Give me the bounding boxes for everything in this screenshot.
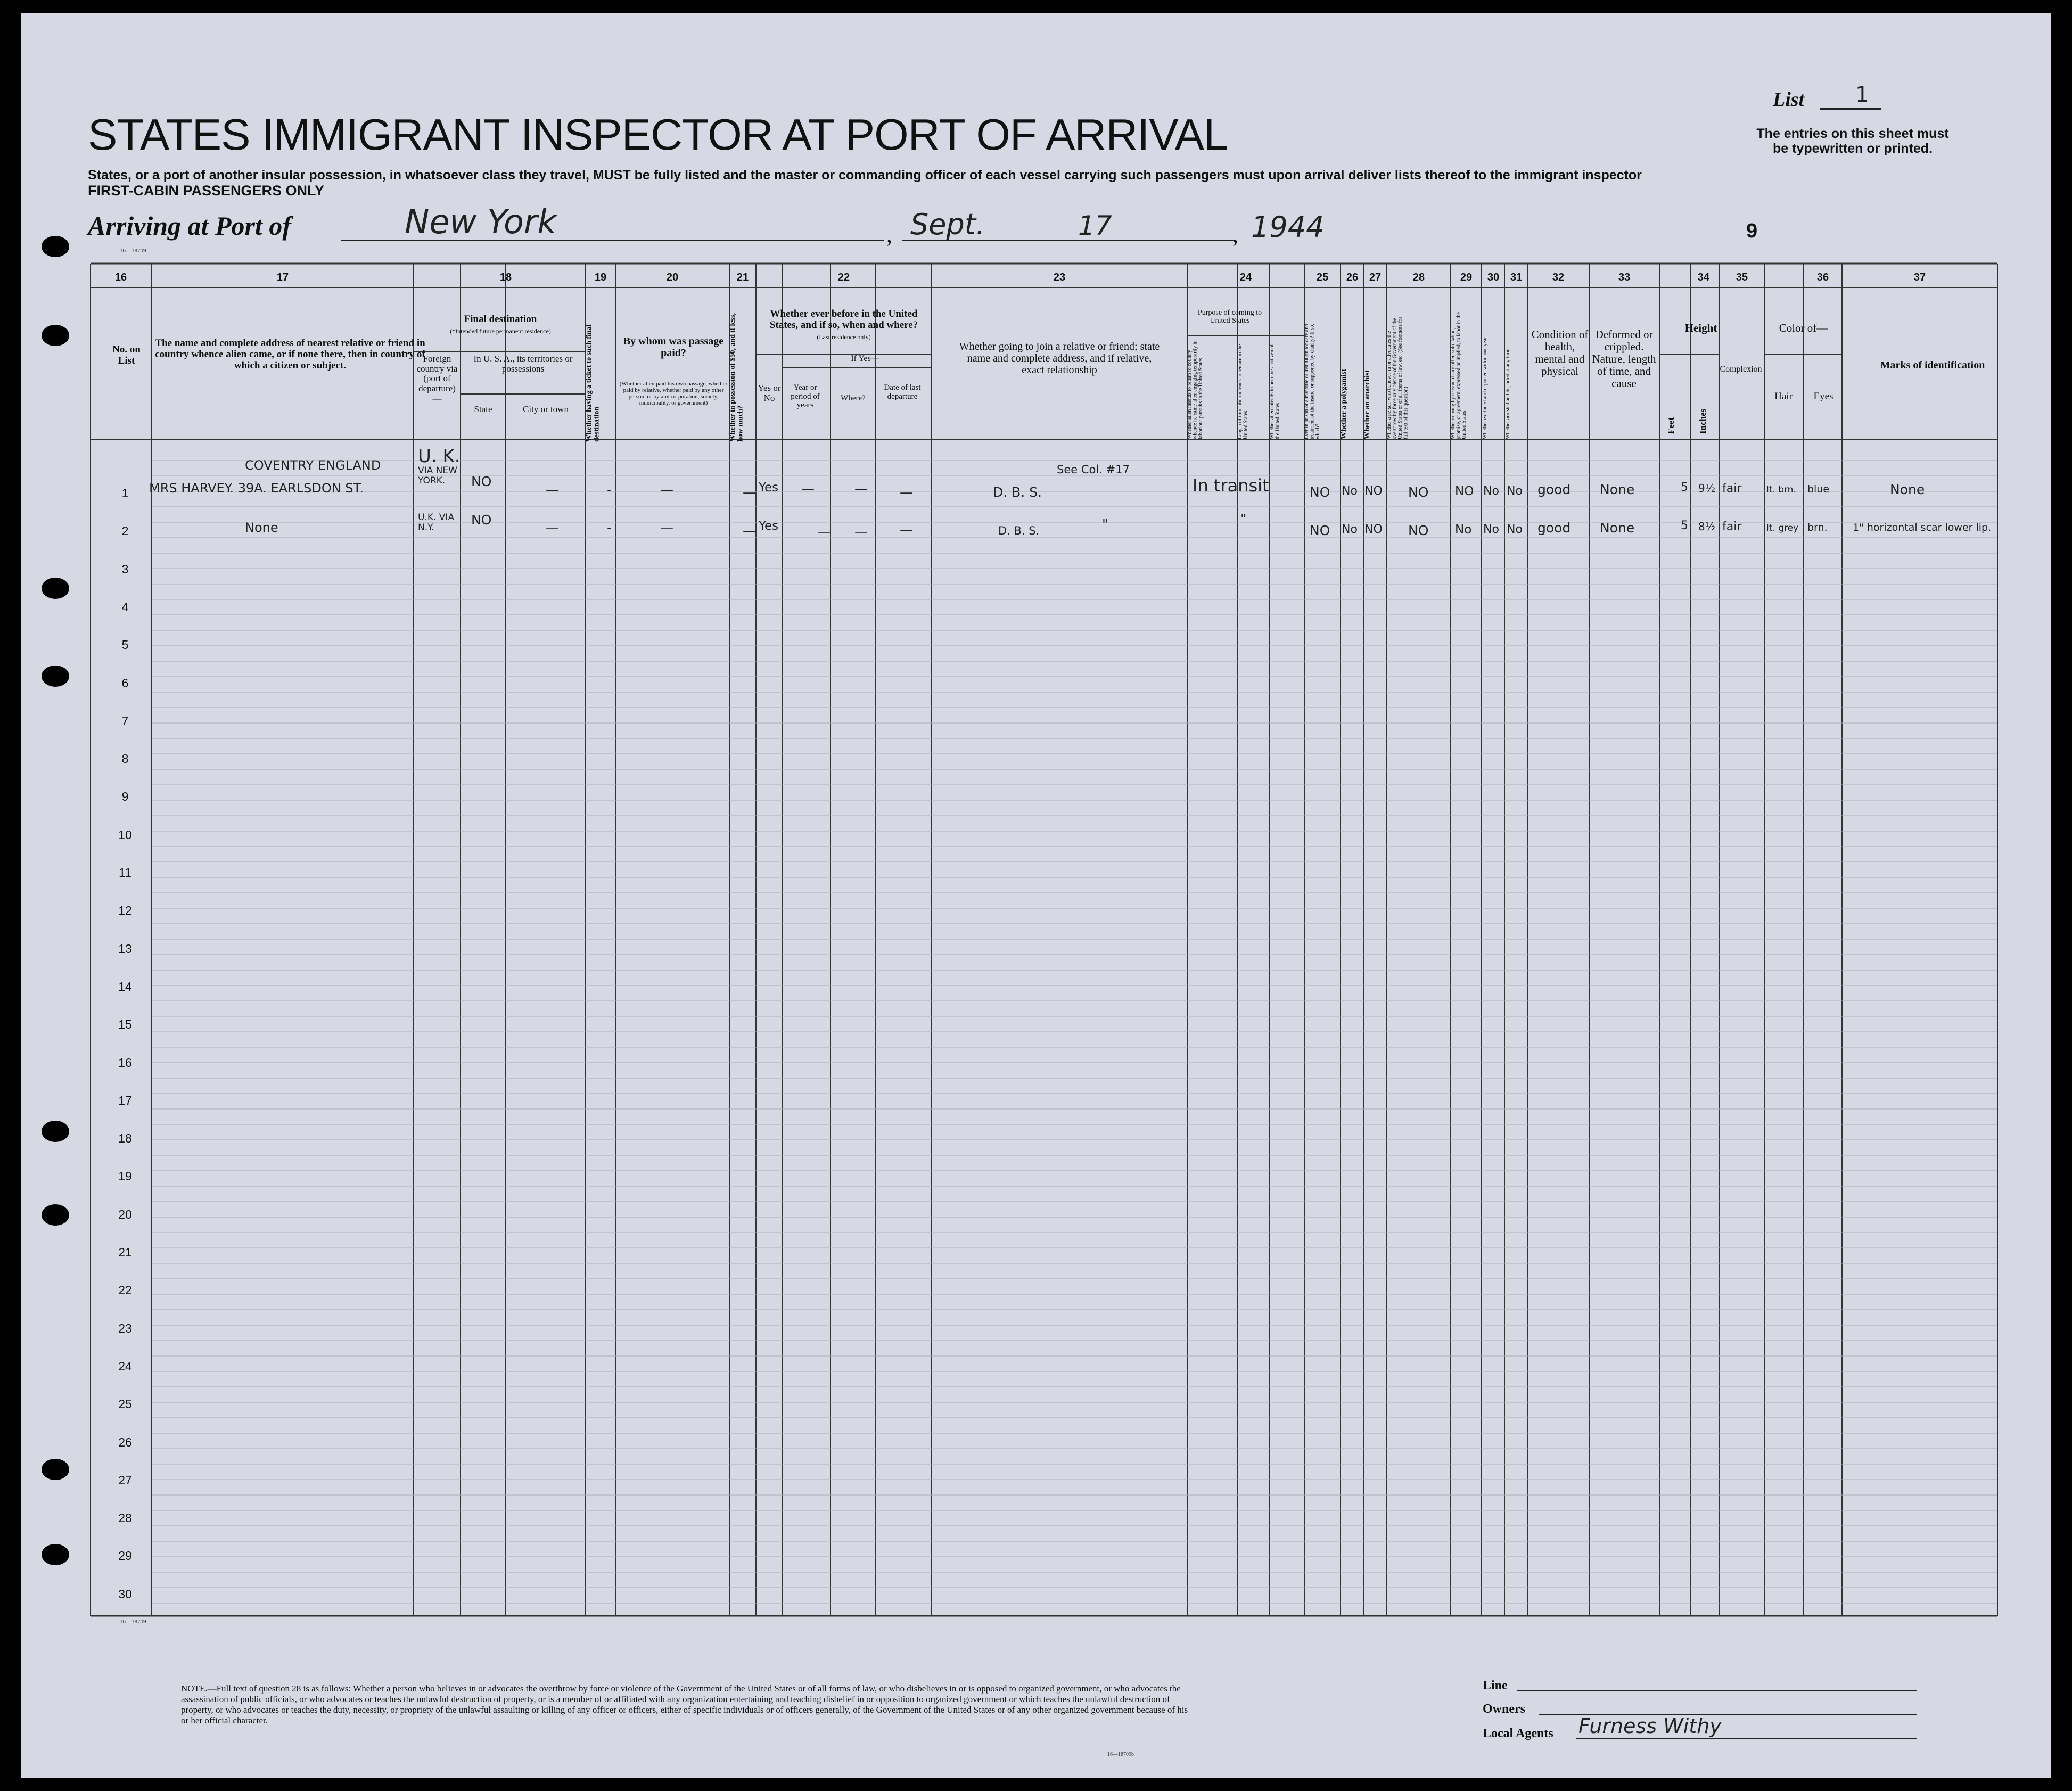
entry-1-date-last: —: [900, 484, 913, 500]
entry-1-eyes: blue: [1807, 483, 1830, 495]
entry-1-marks: None: [1890, 482, 1925, 497]
entry-2-complexion: fair: [1722, 520, 1742, 533]
row-number: 29: [118, 1549, 132, 1563]
entry-2-year-period: —: [817, 524, 831, 540]
entry-1-condition: good: [1537, 482, 1571, 497]
row-number: 8: [121, 752, 129, 766]
owners-label: Owners: [1483, 1702, 1525, 1716]
entry-1-purpose: In transit: [1193, 475, 1269, 496]
header-color-of: Color of—: [1779, 322, 1828, 334]
column-number: 18: [499, 272, 512, 283]
header-complexion: Complexion: [1720, 365, 1762, 374]
row-number: 1: [121, 486, 129, 500]
row-number: 22: [118, 1283, 132, 1297]
row-number: 12: [118, 903, 132, 918]
header-city: City or town: [523, 404, 569, 414]
entry-2-col28: NO: [1408, 523, 1429, 538]
entry-1-address-line1: COVENTRY ENGLAND: [245, 458, 381, 473]
header-col30: Whether excluded and deported within one year: [1482, 336, 1488, 439]
row-number: 3: [121, 562, 129, 576]
row-number: 25: [118, 1397, 132, 1411]
agents-rule: [1576, 1738, 1917, 1739]
header-ticket: Whether having a ticket to such final destination: [585, 324, 601, 442]
entry-2-date-last: —: [900, 522, 913, 537]
column-number: 30: [1487, 272, 1500, 283]
header-in-usa: In U. S. A., its territories or possessions: [473, 354, 573, 374]
line-rule: [1517, 1690, 1917, 1691]
entry-2-foreign-via: U.K. VIA N.Y.: [418, 512, 455, 533]
arriving-label: Arriving at Port of: [88, 211, 291, 241]
row-number: 26: [118, 1435, 132, 1449]
header-marks: Marks of identification: [1880, 359, 1985, 371]
entry-2-ticket: -: [607, 520, 612, 536]
header-inches: Inches: [1698, 408, 1708, 434]
agents-value: Furness Withy: [1578, 1714, 1722, 1738]
header-passage-paid-note: (Whether alien paid his own passage, whether paid by relative, whether paid by any other person, or by any corporation, society, municipality, or government): [619, 381, 728, 407]
column-number: 28: [1412, 272, 1425, 283]
row-number: 4: [121, 599, 129, 614]
header-if-yes: If Yes—: [851, 354, 879, 363]
typewritten-note: The entries on this sheet must be typewritten or printed.: [1756, 126, 1949, 156]
header-possession: Whether in possession of $50, and if less, how much?: [729, 313, 745, 442]
entry-2-condition: good: [1537, 520, 1571, 536]
entry-1-feet: 5: [1681, 481, 1688, 494]
column-number: 22: [837, 272, 850, 283]
agents-label: Local Agents: [1483, 1727, 1553, 1740]
row-number: 15: [118, 1017, 132, 1032]
column-number: 20: [666, 272, 679, 283]
entry-2-col27: NO: [1364, 523, 1383, 536]
column-number: 26: [1346, 272, 1359, 283]
entry-1-year-period: —: [801, 481, 815, 496]
entry-1-col29: NO: [1455, 484, 1474, 498]
column-number: 31: [1510, 272, 1523, 283]
entry-2-marks: 1" horizontal scar lower lip.: [1853, 522, 1992, 533]
entry-1-col27: NO: [1364, 484, 1383, 498]
entry-2-purpose: ": [1240, 511, 1247, 527]
entry-2-city: —: [546, 520, 559, 536]
entry-1-col28: NO: [1408, 484, 1429, 500]
row-number: 14: [118, 979, 132, 993]
entry-2-ever-before: Yes: [759, 519, 779, 533]
row-number: 19: [118, 1169, 132, 1184]
entry-1-col26: No: [1342, 484, 1358, 498]
header-col27: Whether an anarchist: [1363, 369, 1371, 439]
column-number: 29: [1460, 272, 1473, 283]
row-number: 5: [121, 638, 129, 652]
column-number: 36: [1816, 272, 1829, 283]
header-year-period: Year or period of years: [791, 383, 820, 409]
header-col25: Ever in prison or almshouse or institution for care and treatment of the insane, or supported by charity? If so, which?: [1304, 324, 1321, 439]
date-day: 17: [1078, 210, 1112, 241]
column-number: 32: [1552, 272, 1565, 283]
entry-2-possession: —: [743, 523, 756, 538]
sheet-number: 9: [1746, 220, 1758, 242]
header-height: Height: [1684, 322, 1717, 334]
entry-1-join-relative: D. B. S.: [993, 484, 1042, 500]
entry-1-col31: No: [1507, 484, 1523, 498]
header-purpose-c: Whether alien intends to become a citizen of the United States: [1269, 344, 1281, 439]
list-number: 1: [1855, 83, 1869, 107]
header-where: Where?: [841, 394, 866, 402]
row-number: 16: [118, 1055, 132, 1070]
form-code-bottom: 16—18709: [120, 1619, 146, 1625]
footnote: NOTE.—Full text of question 28 is as follows: Whether a person who believes in or advocates the overthrow by force or violence of the Government of the United States or of all forms of law, or who disbelieves in or is opposed to organized government, or who advocates the assassination of public officials, or who advocates or teaches the unlawful destruction of property, or is a member of or affiliated with any organization entertaining and teaching disbelief in or opposition to organized government or which teaches the unlawful destruction of property, or who advocates or teaches the duty, necessity, or propriety of the unlawful assaulting or killing of any officer or officers, either of specific individuals or of officers generally, of the Government of the United States or of any other organized government because of his or her official character.: [181, 1683, 1188, 1726]
entry-1-see-col: See Col. #17: [1057, 463, 1130, 476]
entry-1-complexion: fair: [1722, 482, 1742, 495]
entry-1-relative: MRS HARVEY. 39A. EARLSDON ST.: [149, 481, 364, 496]
list-label: List: [1773, 88, 1805, 111]
column-number: 17: [276, 272, 289, 283]
entry-2-deformed: None: [1600, 520, 1635, 536]
header-condition: Condition of health, mental and physical: [1531, 328, 1589, 378]
entry-2-col30: No: [1483, 523, 1499, 536]
header-join-relative: Whether going to join a relative or friend; state name and complete address, and if relative, exact relationship: [959, 341, 1160, 376]
form-code-note: 16—18709b: [1107, 1752, 1134, 1757]
entry-2-feet: 5: [1681, 519, 1688, 532]
header-state: State: [474, 404, 492, 414]
row-number: 6: [121, 676, 129, 690]
entry-1-where: —: [854, 481, 868, 496]
header-ever-before: Whether ever before in the United States, and if so, when and where? (Last residence only): [769, 308, 918, 341]
row-number: 30: [118, 1587, 132, 1601]
entry-2-col29: No: [1455, 523, 1472, 537]
entry-1-possession: —: [743, 484, 756, 500]
entry-1-col30: No: [1483, 484, 1499, 498]
header-col31: Whether arrested and deported at any time: [1505, 349, 1511, 439]
entry-1-ticket: -: [607, 482, 612, 497]
header-yes-no: Yes or No: [758, 383, 781, 403]
column-number: 24: [1239, 272, 1252, 283]
row-number: 10: [118, 827, 132, 842]
entry-2-passage: —: [660, 520, 673, 536]
header-purpose: Purpose of coming to United States: [1197, 309, 1262, 325]
entry-2-hair: lt. grey: [1766, 523, 1799, 533]
header-col26: Whether a polygamist: [1340, 369, 1348, 439]
entry-1-foreign-country: U. K.: [418, 446, 461, 467]
entry-1-col25: NO: [1310, 484, 1330, 500]
header-col29: Whether coming by reason of any offer, solicitation, promise, or agreement, expressed or implied, to labor in the United States: [1450, 312, 1467, 439]
header-no-on-list: No. on List: [112, 344, 141, 366]
row-number: 23: [118, 1321, 132, 1335]
row-number: 2: [121, 524, 129, 538]
row-number: 20: [118, 1207, 132, 1221]
entry-1-ever-before: Yes: [759, 481, 779, 495]
port-value: New York: [405, 202, 557, 241]
row-number: 18: [118, 1131, 132, 1146]
column-number: 23: [1053, 272, 1066, 283]
column-number: 25: [1316, 272, 1329, 283]
header-instruction: States, or a port of another insular possession, in whatsoever class they travel, MUST be fully listed and the master or commanding officer of each vessel carrying such passengers must upon arrival deliver lists thereof to the immigrant inspector: [88, 168, 1642, 183]
entry-1-passage: —: [660, 482, 673, 497]
entry-2-relative: None: [245, 520, 278, 535]
manifest-sheet: STATES IMMIGRANT INSPECTOR AT PORT OF ARRIVAL States, or a port of another insular possession, in whatsoever class they travel, MUST be fully listed and the master or commanding officer of each vessel carrying such passengers must upon arrival deliver lists thereof to the immigrant inspector FIRST-CABIN PASSENGERS ONLY List 1 The entries on this sheet must be typewritten or printed. Arriving at Port of New York , Sept. 17 , 1944 9 16—18709 16 17 18 19 20 21 22 23 24 25 26 27 28 29 30 31 32 33 34 35 36 37 No. on List The name and complete address of nearest relative or friend in country whence alien came, or if none there, then in country of which a citizen or subject. Final destination (*Intended future permanent residence) Foreign country via (port of departure)— In U. S. A., its territories or possessions State City or town Whether having a ticket to such final destination By whom was passage paid? (Whether alien paid his own passage, whether paid by relative, whether paid by any other person, or by any corporation, society, municipality, or government) Whether in possession of $50, and if less, how much? Whether ever before in the United States, and if so, when and where? (Last residence only) Yes or No If Yes— Year or period of years Where? Date of last departure Whether going to join a relative or friend; state name and complete address, and if relative, exact relationship Purpose of coming to United States Whether alien intends to return to country whence he came after engaging temporarily in laborious pursuits in the United States Length of time alien intends to remain in the United States Whether alien intends to become a citizen of the United States Ever in prison or almshouse or institution for care and treatment of the insane, or supported by charity? If so, which? Whether a polygamist Whether an anarchist Whether a person who believes in or advocates the overthrow by force or violence of the Government of the United States or of all forms of law, etc. (See footnote for full text of this question) Whether coming by reason of any offer, solicitation, promise, or agreement, expressed or implied, to labor in the United States Whether excluded and deported within one year Whether arrested and deported at any time Condition of health, mental and physical Deformed or crippled. Nature, length of time, and cause Height Feet Inches Complexion Color of— Hair Eyes Marks of identification 1 2 3 4 5 6 7 8 9 10 11 12 13 14 15 16 17 18 19 20 21 22 23 24 25 26 27 28 29 30 COVENTRY ENGLAND MRS HARVEY. 39A. EARLSDON ST. None U. K. VIA NEW YORK. U.K. VIA N.Y. NO NO — — - - — — — — Yes Yes — — — — — — See Col. #17 D. B. S. D. B. S. " In transit " NO NO No No NO NO NO NO NO No No No No No good good None None 5 5 9½ 8½ fair fair lt. brn. lt. grey blue brn. None 1" horizontal scar lower lip. 16—18709 NOTE.—Full text of question 28 is as follows: Whether a person who believes in or advocates the overthrow by force or violence of the Government of the United States or of all forms of law, or who disbelieves in or is opposed to organized government, or who advocates the assassination of public officials, or who advocates or teaches the unlawful destruction of property, or is a member of or affiliated with any organization entertaining and teaching disbelief in or opposition to organized government or which teaches the unlawful destruction of property, or who advocates or teaches the duty, necessity, or propriety of the unlawful assaulting or killing of any officer or officers, either of specific individuals or of officers generally, of the Government of the United States or of any other organized government because of his or her official character. 16—18709b Line Owners Local Agents Furness Withy: [21, 13, 2051, 1778]
column-number: 37: [1913, 272, 1926, 283]
row-number: 11: [119, 866, 131, 880]
header-col28: Whether a person who believes in or advocates the overthrow by force or violence of the Government of the United States or of all forms of law, etc. (See footnote for full text of this question): [1386, 316, 1409, 439]
header-nearest-relative: The name and complete address of nearest relative or friend in country whence alien came, or if none there, then in country of which a citizen or subject.: [155, 338, 425, 371]
entry-2-where: —: [854, 524, 868, 540]
row-number: 21: [118, 1245, 132, 1259]
header-purpose-b: Length of time alien intends to remain in the United States: [1237, 344, 1249, 439]
row-number: 24: [118, 1359, 132, 1373]
entry-2-col26: No: [1342, 523, 1358, 536]
entry-2-state: NO: [471, 512, 492, 528]
entry-1-state: NO: [471, 474, 492, 489]
header-deformed: Deformed or crippled. Nature, length of time, and cause: [1592, 328, 1656, 390]
entry-1-city: —: [546, 482, 559, 497]
row-number: 13: [118, 941, 132, 956]
header-date-last: Date of last departure: [884, 383, 921, 401]
line-label: Line: [1483, 1679, 1508, 1693]
entry-2-join-ditto: ": [1102, 516, 1108, 532]
row-number: 17: [118, 1093, 132, 1107]
column-number: 27: [1369, 272, 1382, 283]
row-number: 9: [121, 790, 129, 804]
form-code: 16—18709: [120, 248, 146, 254]
column-number: 21: [736, 272, 749, 283]
column-number: 34: [1697, 272, 1710, 283]
header-purpose-a: Whether alien intends to return to country whence he came after engaging temporarily in laborious pursuits in the United States: [1187, 340, 1204, 439]
header-final-destination: Final destination (*Intended future permanent residence): [450, 314, 551, 335]
row-number: 7: [121, 713, 129, 728]
entry-1-hair: lt. brn.: [1766, 484, 1796, 495]
column-number: 35: [1736, 272, 1748, 283]
date-month: Sept.: [910, 208, 985, 241]
header-eyes: Eyes: [1813, 391, 1833, 402]
header-hair: Hair: [1774, 391, 1793, 402]
header-foreign-country: Foreign country via (port of departure)—: [416, 354, 458, 404]
column-number: 16: [114, 272, 127, 283]
header-class: FIRST-CABIN PASSENGERS ONLY: [88, 183, 325, 199]
column-number: 19: [594, 272, 607, 283]
header-passage-paid: By whom was passage paid?: [623, 335, 724, 359]
entry-1-foreign-via: VIA NEW YORK.: [418, 465, 457, 486]
entry-2-eyes: brn.: [1807, 522, 1828, 533]
entry-1-deformed: None: [1600, 482, 1635, 497]
row-number: 28: [118, 1511, 132, 1525]
row-number: 27: [118, 1473, 132, 1487]
entry-1-inches: 9½: [1698, 482, 1716, 495]
page-title: STATES IMMIGRANT INSPECTOR AT PORT OF ARRIVAL: [88, 110, 1228, 159]
entry-2-col25: NO: [1310, 523, 1330, 538]
header-feet: Feet: [1666, 417, 1676, 434]
entry-2-join-relative: D. B. S.: [998, 524, 1040, 537]
date-year: 1944: [1251, 210, 1325, 244]
entry-2-inches: 8½: [1698, 520, 1716, 533]
column-number: 33: [1618, 272, 1631, 283]
entry-2-col31: No: [1507, 523, 1523, 536]
